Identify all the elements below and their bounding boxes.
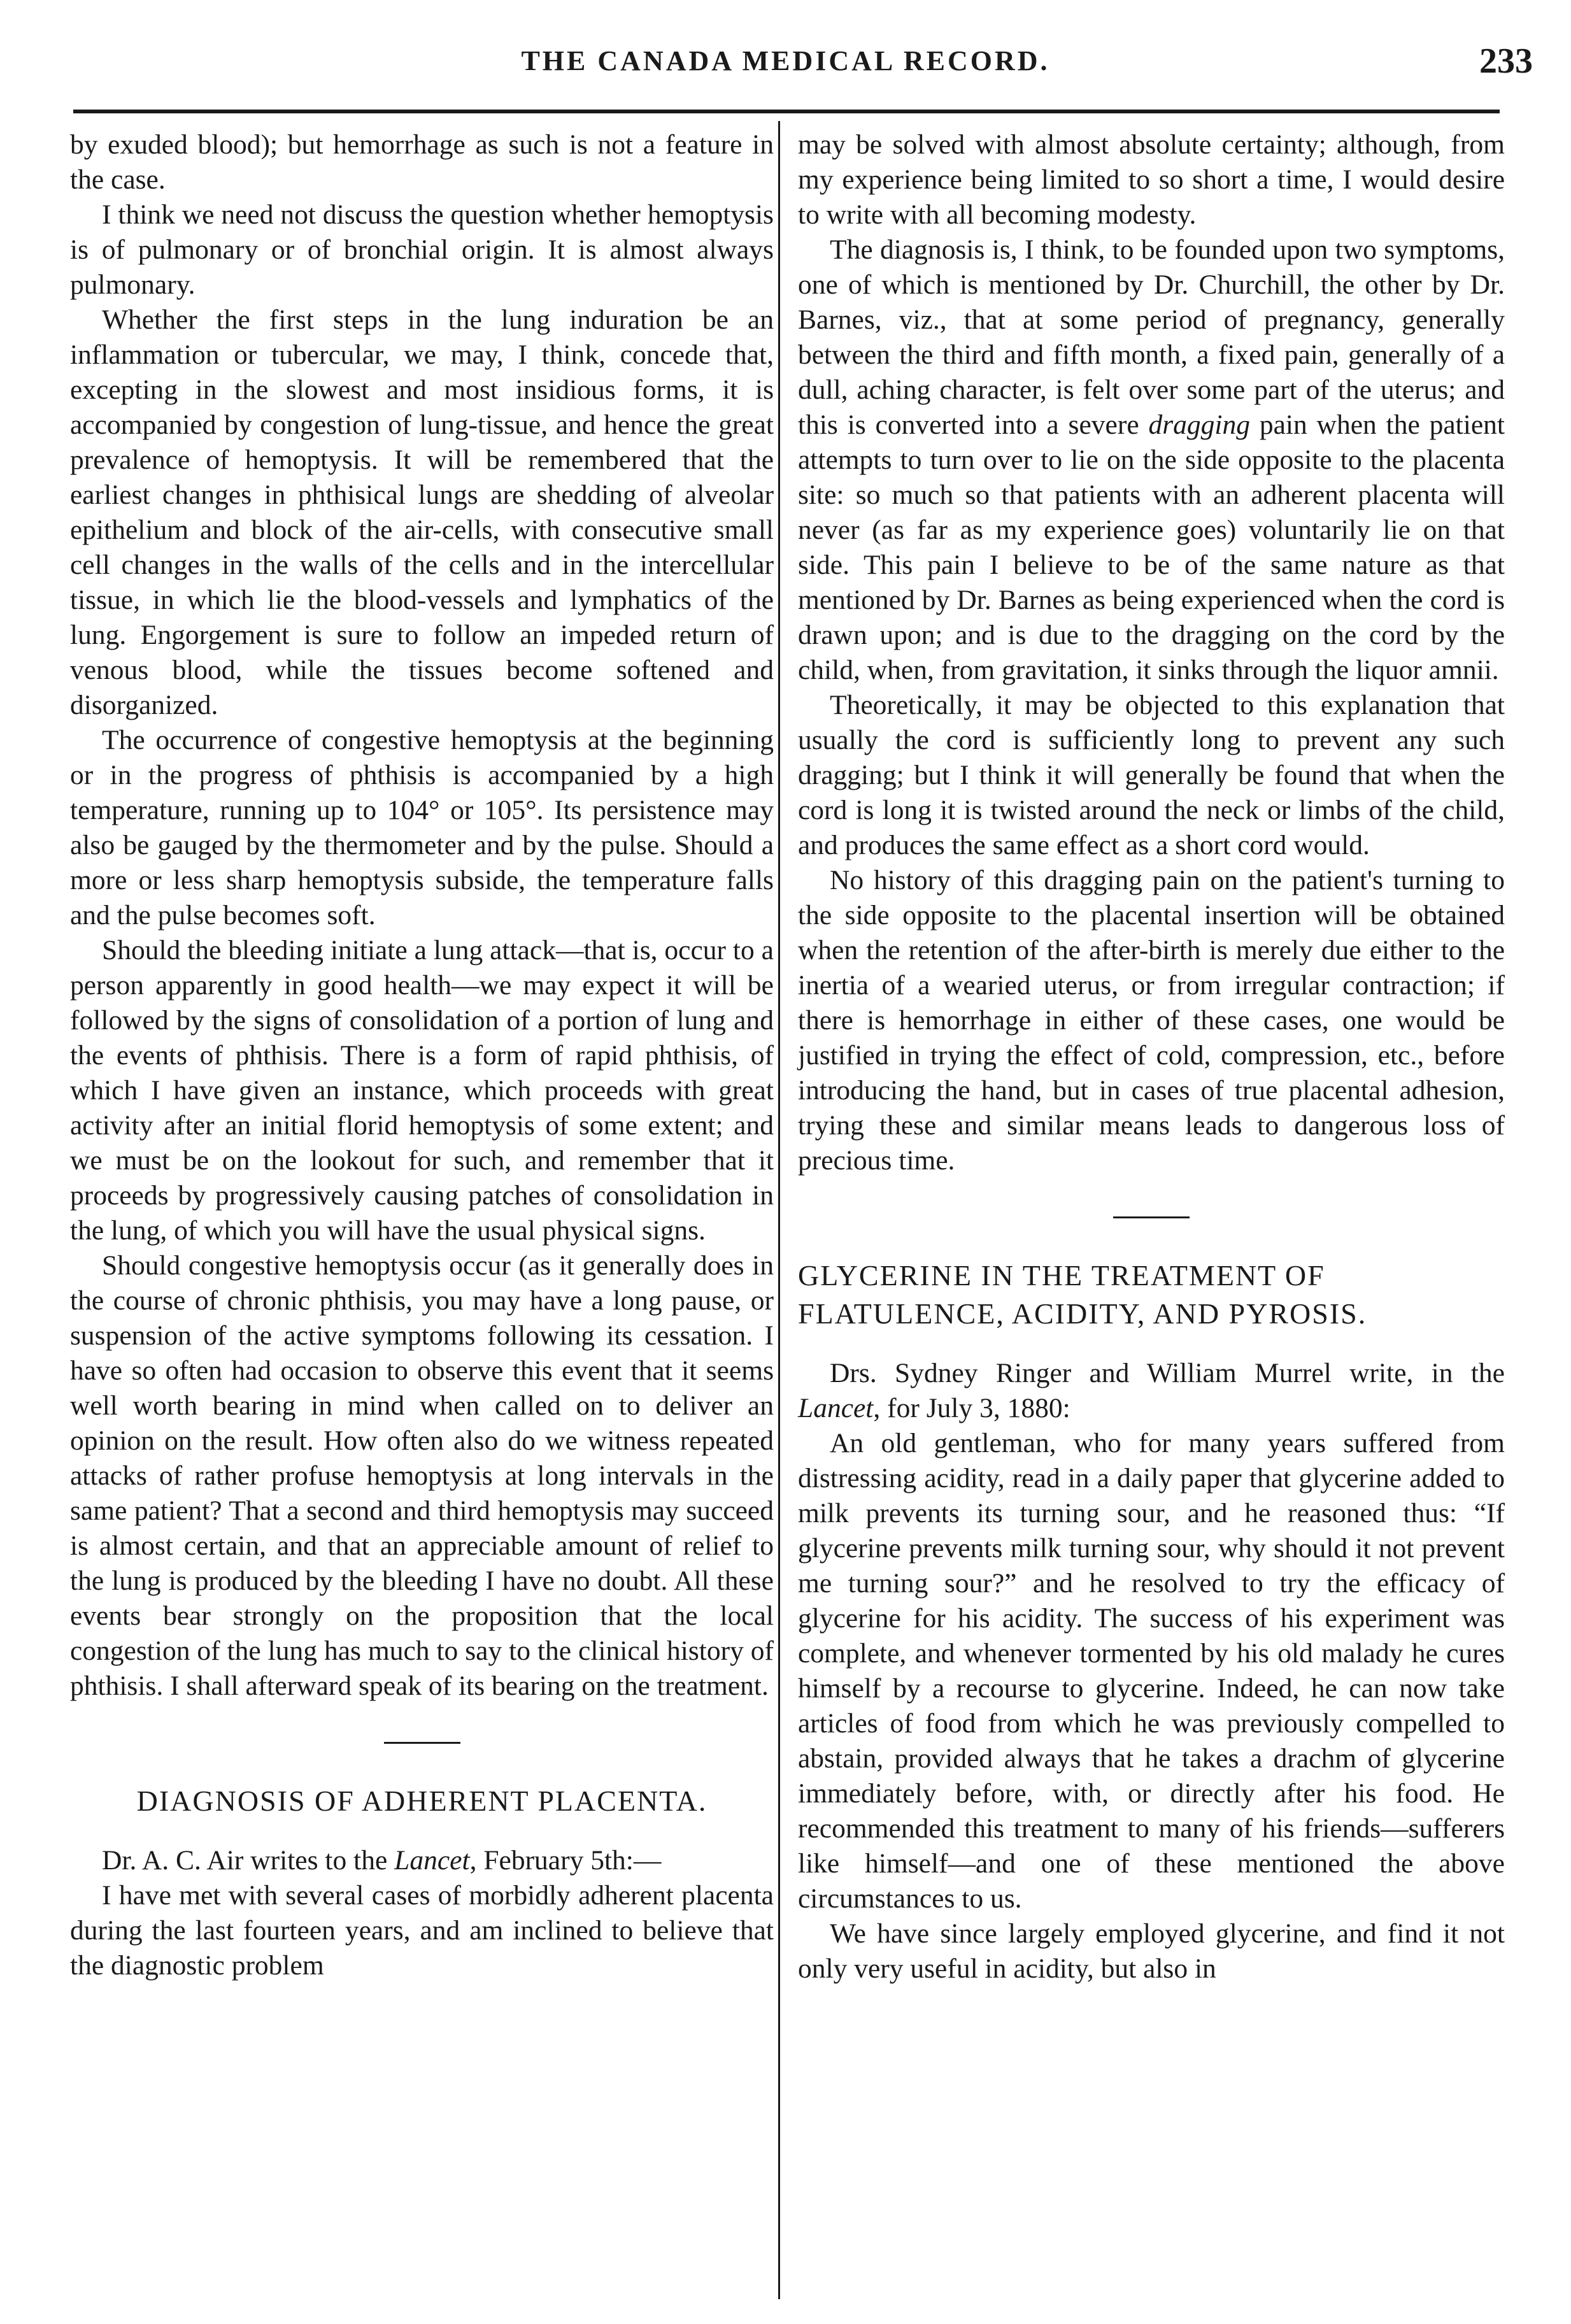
paragraph: Whether the first steps in the lung induration be an inflammation or tubercular, we may, I think, concede that, excepting in the slowest and most insidious forms, it is accompanied by congestion of lung-tissue, and hence the great prevalence of hemoptysis. It will be remembered that the earliest changes in phthisical lungs are shedding of alveolar epithelium and block of the air-cells, with consecutive small cell changes in the walls of the cells and in the intercellular tissue, in which lie the blood-vessels and lymphatics of the lung. Engorgement is sure to follow an impeded return of venous blood, while the tissues become softened and disorganized. xyxy=(70,304,774,720)
paragraph: Should congestive hemoptysis occur (as it generally does in the course of chronic phthisis, you may have a long pause, or suspension of the active symptoms following its cessation. I have so often had occasion to observe this event that it seems well worth bearing in mind when called on to deliver an opinion on the result. How often also do we witness repeated attacks of rather profuse hemoptysis at long intervals in the same patient? That a second and third hemoptysis may succeed is almost certain, and that an appreciable amount of relief to the lung is produced by the bleeding I have no doubt. All these events bear strongly on the proposition that the local congestion of the lung has much to say to the clinical history of phthisis. I shall afterward speak of its bearing on the treatment. xyxy=(70,1250,774,1701)
page-number: 233 xyxy=(1479,41,1533,81)
section-heading: GLYCERINE IN THE TREATMENT OF FLATULENCE, ACIDITY, AND PYROSIS. xyxy=(798,1259,1367,1330)
running-title: THE CANADA MEDICAL RECORD. xyxy=(521,45,1050,76)
section-intro xyxy=(798,1356,1505,1426)
left-column xyxy=(70,127,774,1983)
paragraph-text: The diagnosis is, I think, to be founded upon two symptoms, one of which is mentioned by Dr. Churchill, the other by Dr. Barnes, viz., that at some period of pregnancy, generally between the third and fifth month, a fixed pain, generally of a dull, aching character, is felt over some part of the uterus; and this is converted into a severe xyxy=(798,234,1505,440)
paragraph: I have met with several cases of morbidly adherent placenta during the last fourteen years, and am inclined to believe that the diagnostic problem xyxy=(70,1880,774,1981)
paragraph-text: pain when the patient attempts to turn over to lie on the side opposite to the placenta site: so much so that patients with an adherent placenta will never (as far as my experience goes) voluntarily lie on that side. This pain I believe to be of the same nature as that mentioned by Dr. Barnes as being experienced when the cord is drawn upon; and is due to the dragging on the cord by the child, when, from gravitation, it sinks through the liquor amnii. xyxy=(798,410,1505,685)
section-separator xyxy=(1113,1216,1190,1218)
header-rule xyxy=(73,110,1500,113)
column-divider xyxy=(778,121,780,2299)
paragraph: The occurrence of congestive hemoptysis at the beginning or in the progress of phthisis is accompanied by a high temperature, running up to 104° or 105°. Its persistence may also be gauged by the thermometer and by the pulse. Should a more or less sharp hemoptysis subside, the temperature falls and the pulse becomes soft. xyxy=(70,725,774,930)
paragraph: An old gentleman, who for many years suffered from distressing acidity, read in a daily paper that glycerine added to milk prevents its turning sour, and he reasoned thus: “If glycerine prevents milk turning sour, why should it not prevent me turning sour?” and he resolved to try the efficacy of glycerine for his acidity. The success of his experiment was complete, and whenever tormented by his old malady he cures himself by a recourse to glycerine. Indeed, he can now take articles of food from which he was previously compelled to abstain, provided always that he takes a drachm of glycerine immediately before, with, or directly after his food. He recommended this treatment to many of his friends—sufferers like himself—and one of these mentioned the above circumstances to us. xyxy=(798,1428,1505,1914)
intro-text: , for July 3, 1880: xyxy=(873,1393,1070,1423)
paragraph: Should the bleeding initiate a lung attack—that is, occur to a person apparently in good health—we may expect it will be followed by the signs of consolidation of a portion of lung and the events of phthisis. There is a form of rapid phthisis, of which I have given an instance, which proceeds with great activity after an initial florid hemoptysis of some extent; and we must be on the lookout for such, and remember that it proceeds by progressively causing patches of consolidation in the lung, of which you will have the usual physical signs. xyxy=(70,935,774,1246)
paragraph: We have since largely employed glycerine, and find it not only very useful in acidity, but also in xyxy=(798,1918,1505,1984)
section-separator xyxy=(384,1742,460,1744)
paragraph: No history of this dragging pain on the patient's turning to the side opposite to the placental insertion will be obtained when the retention of the after-birth is merely due either to the inertia of a wearied uterus, or from irregular contraction; if there is hemorrhage in either of these cases, one would be justified in trying the effect of cold, compression, etc., before introducing the hand, but in cases of true placental adhesion, trying these and similar means leads to dangerous loss of precious time. xyxy=(798,865,1505,1176)
running-head xyxy=(0,41,1571,96)
paragraph: by exuded blood); but hemorrhage as such is not a feature in the case. xyxy=(70,129,774,195)
intro-text: Dr. A. C. Air writes to the xyxy=(102,1845,395,1876)
journal-name: Lancet xyxy=(394,1845,470,1876)
paragraph: Theoretically, it may be objected to this explanation that usually the cord is sufficiently long to prevent any such dragging; but I think it will generally be found that when the cord is long it is twisted around the neck or limbs of the child, and produces the same effect as a short cord would. xyxy=(798,690,1505,860)
intro-text: , February 5th:— xyxy=(469,1845,662,1876)
journal-name: Lancet xyxy=(798,1393,874,1423)
paragraph: may be solved with almost absolute certainty; although, from my experience being limited to so short a time, I would desire to write with all becoming modesty. xyxy=(798,129,1505,230)
intro-text: Drs. Sydney Ringer and William Murrel write, in the xyxy=(830,1358,1505,1388)
emphasized-word: dragging xyxy=(1148,410,1250,440)
paragraph xyxy=(798,232,1505,688)
right-column xyxy=(798,127,1505,1986)
section-intro xyxy=(70,1843,774,1878)
paragraph: I think we need not discuss the question whether hemoptysis is of pulmonary or of bronchial origin. It is almost always pulmonary. xyxy=(70,199,774,300)
section-heading: DIAGNOSIS OF ADHERENT PLACENTA. xyxy=(136,1785,707,1817)
